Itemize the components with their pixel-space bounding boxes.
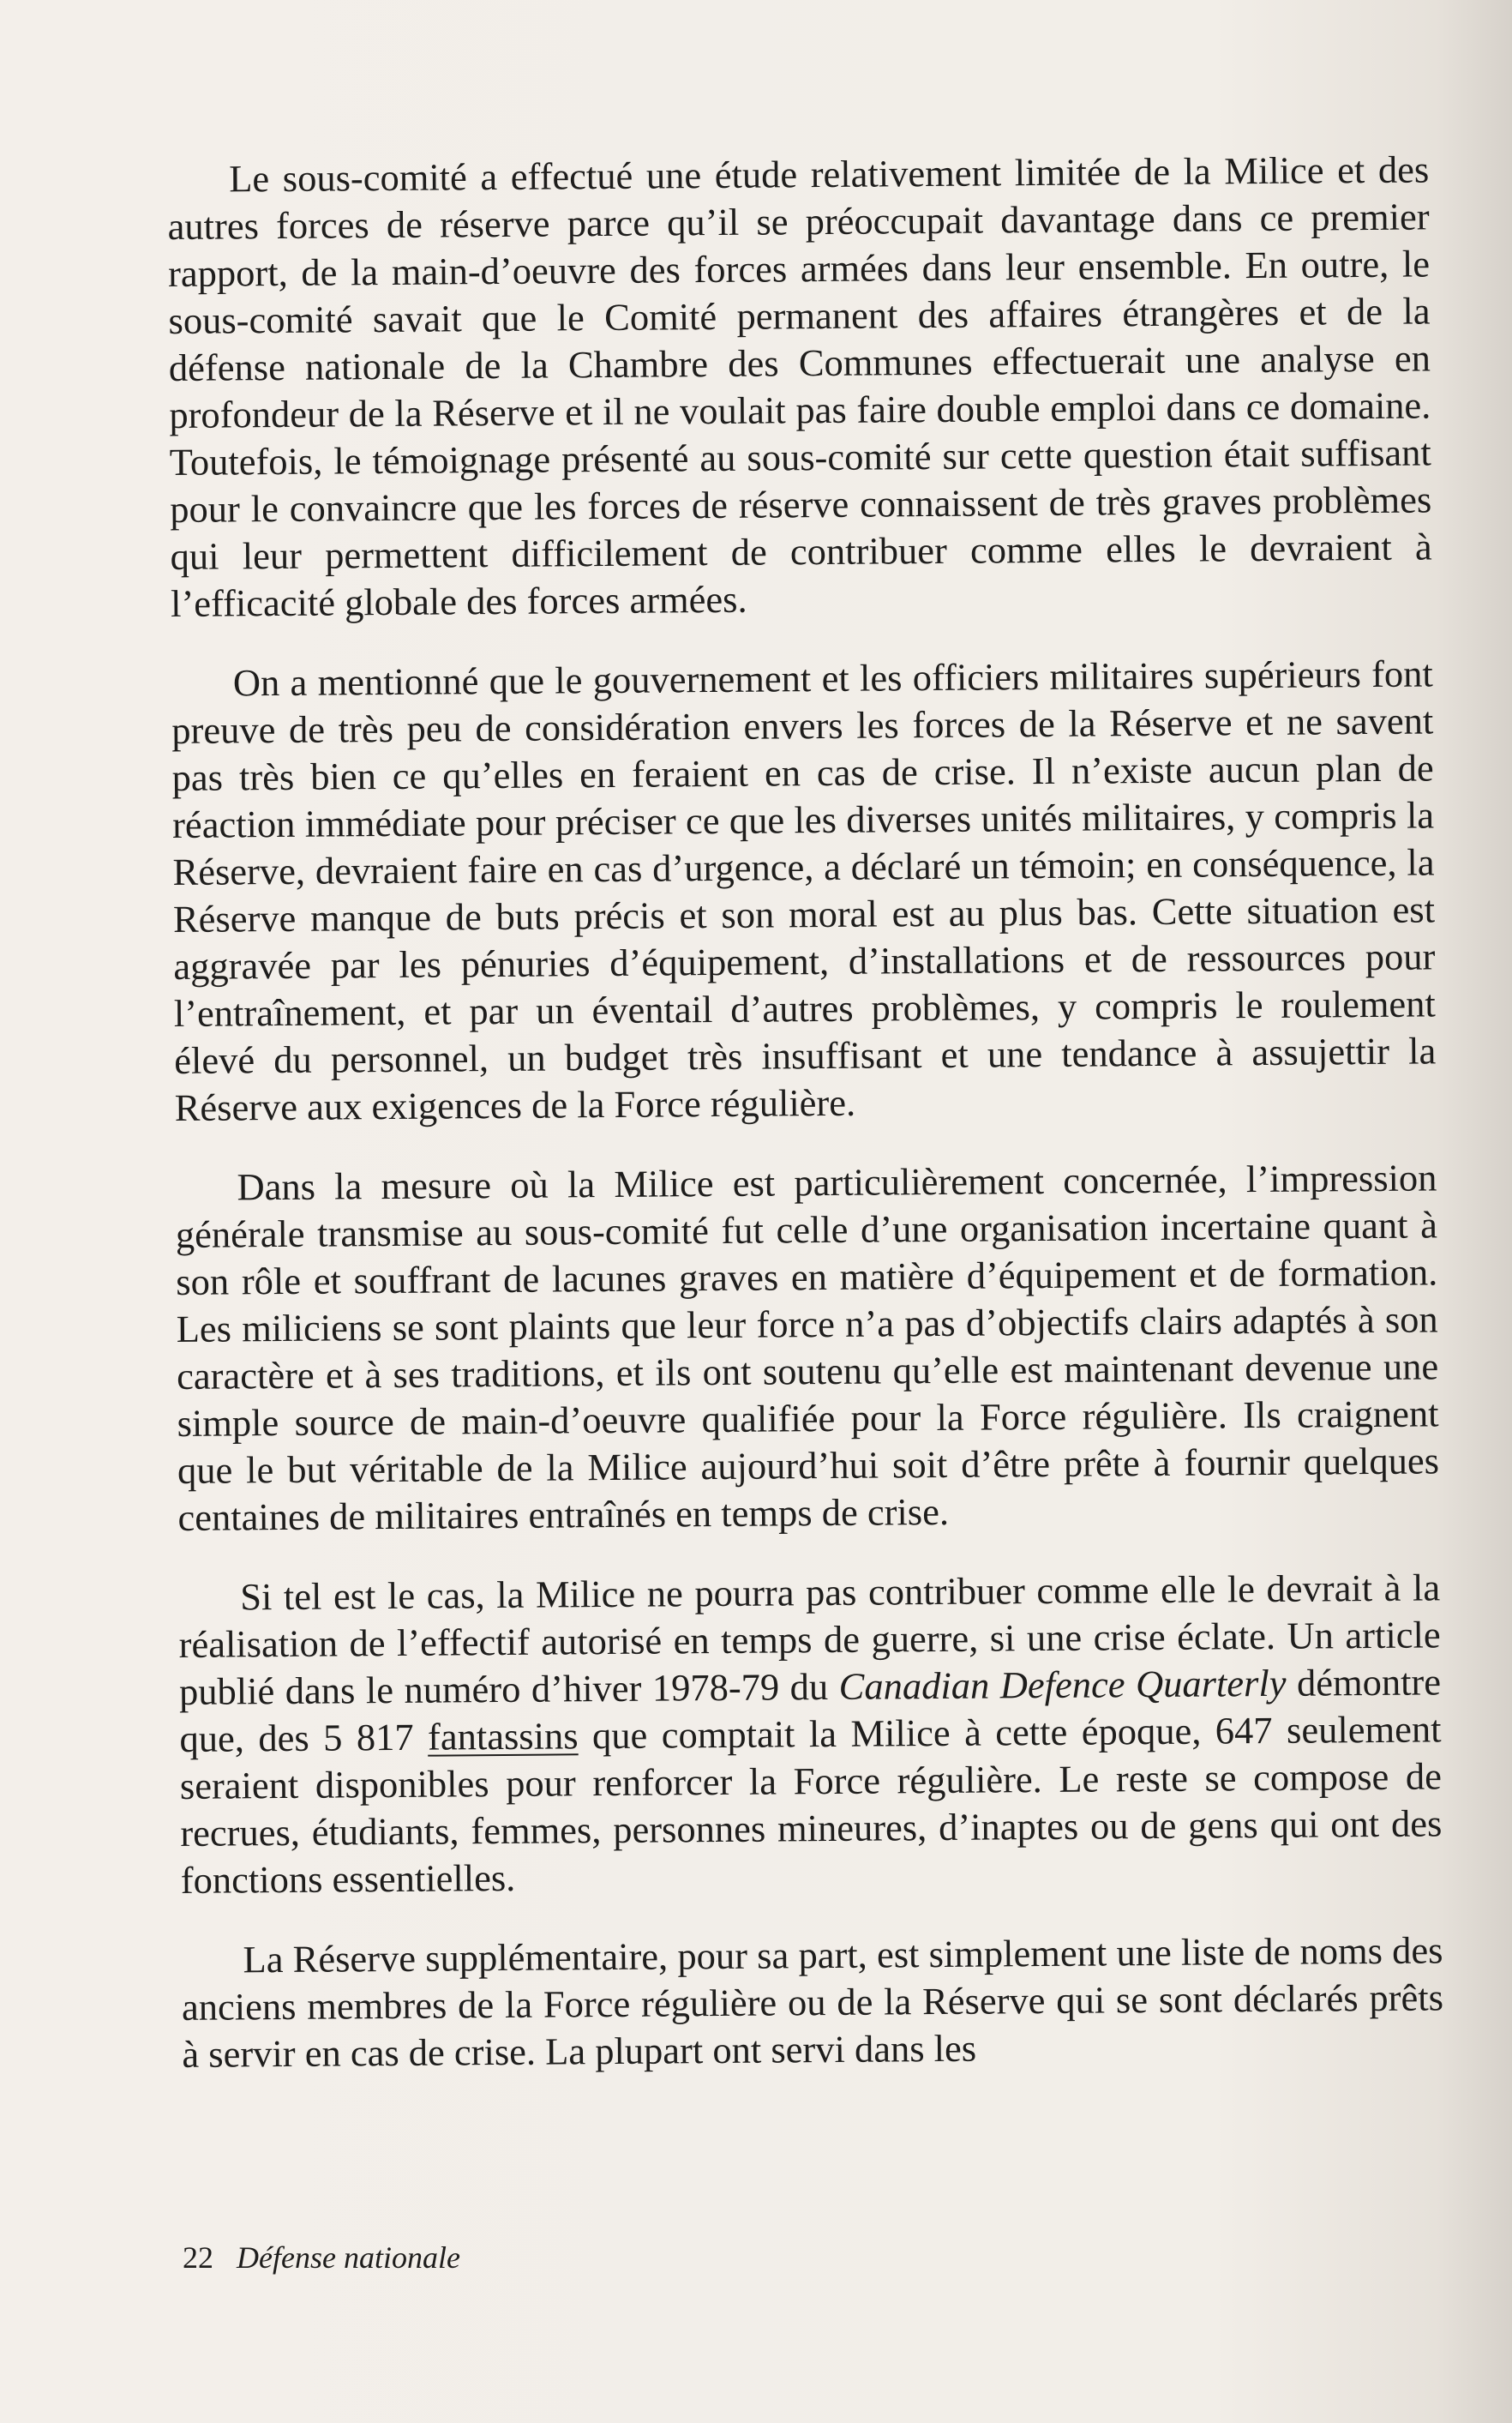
paragraph-4-text-middle: démontre que, des 5 817: [179, 1660, 1442, 1760]
paragraph-4-text-before: Si tel est le cas, la Milice ne pourra pas contribuer comme elle le devrait à la réalisation de l’effectif autorisé en temps de guerre, si une crise éclate. Un article publié dans le numéro d’hiver 1978-79 du: [178, 1566, 1441, 1713]
body-text: [167, 146, 1444, 2110]
paragraph-1: Le sous-comité a effectué une étude relativement limitée de la Milice et des autres forces de réserve parce qu’il se préoccupait davantage dans ce premier rapport, de la main-d’oeuvre des forces armées dans leur ensemble. En outre, le sous-comité savait que le Comité permanent des affaires étrangères et de la défense nationale de la Chambre des Communes effectuerait une analyse en profondeur de la Réserve et il ne voulait pas faire double emploi dans ce domaine. Toutefois, le témoignage présenté au sous-comité sur cette question était suffisant pour le convaincre que les forces de réserve connaissent de très graves problèmes qui leur permettent difficilement de contribuer comme elles le devraient à l’efficacité globale des forces armées.: [167, 147, 1432, 625]
journal-title: Canadian Defence Quarterly: [838, 1661, 1287, 1708]
paragraph-5: La Réserve supplémentaire, pour sa part, est simplement une liste de noms des anciens membres de la Force régulière ou de la Réserve qui se sont déclarés prêts à servir en cas de crise. La plupart ont servi dans les: [181, 1928, 1444, 2076]
underlined-word: fantassins: [427, 1714, 579, 1759]
running-title: Défense nationale: [237, 2240, 460, 2275]
paragraph-3: Dans la mesure où la Milice est particulièrement concernée, l’impression générale transmise au sous-comité fut celle d’une organisation incertaine quant à son rôle et souffrant de lacunes graves en matière d’équipement et de formation. Les miliciens se sont plaints que leur force n’a pas d’objectifs clairs adaptés à son caractère et à ses traditions, et ils ont soutenu qu’elle est maintenant devenue une simple source de main-d’oeuvre qualifiée pour la Force régulière. Ils craignent que le but véritable de la Milice aujourd’hui soit d’être prête à fournir quelques centaines de militaires entraînés en temps de crise.: [175, 1156, 1440, 1539]
paragraph-2: On a mentionné que le gouvernement et les officiers militaires supérieurs font preuve de très peu de considération envers les forces de la Réserve et ne savent pas très bien ce qu’elles en feraient en cas de crise. Il n’existe aucun plan de réaction immédiate pour préciser ce que les diverses unités militaires, y compris la Réserve, devraient faire en cas d’urgence, a déclaré un témoin; en conséquence, la Réserve manque de buts précis et son moral est au plus bas. Cette situation est aggravée par les pénuries d’équipement, d’installations et de ressources pour l’entraînement, et par un éventail d’autres problèmes, y compris le roulement élevé du personnel, un budget très insuffisant et une tendance à assujettir la Réserve aux exigences de la Force régulière.: [171, 652, 1437, 1129]
page-footer: [183, 2240, 460, 2276]
paragraph-4: [178, 1564, 1443, 1904]
paragraph-4-text-after: que comptait la Milice à cette époque, 647 seulement seraient disponibles pour renforcer la Force régulière. Le reste se compose de recrues, étudiants, femmes, personnes mineures, d’inaptes ou de gens qui ont des fonctions essentielles.: [179, 1707, 1443, 1902]
page-number: 22: [183, 2240, 213, 2275]
